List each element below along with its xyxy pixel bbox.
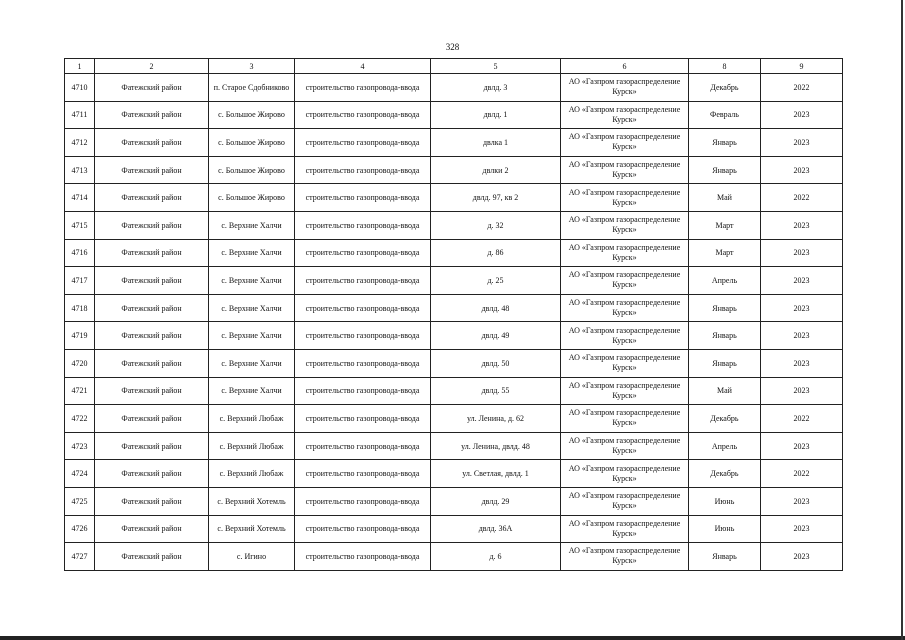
locality-cell: с. Верхний Любаж — [209, 405, 295, 433]
locality-cell: с. Верхний Хотемль — [209, 487, 295, 515]
table-row — [65, 487, 843, 515]
locality-cell: с. Верхние Халчи — [209, 322, 295, 350]
locality-cell: с. Большое Жирово — [209, 101, 295, 129]
row-number: 4726 — [65, 515, 95, 543]
locality-cell: с. Верхние Халчи — [209, 239, 295, 267]
work-type-cell: строительство газопровода-ввода — [295, 322, 431, 350]
month-cell: Январь — [689, 156, 761, 184]
district-cell: Фатежский район — [95, 156, 209, 184]
month-cell: Январь — [689, 294, 761, 322]
district-cell: Фатежский район — [95, 377, 209, 405]
column-header: 4 — [295, 59, 431, 74]
table-row — [65, 515, 843, 543]
year-cell: 2023 — [761, 322, 843, 350]
organization-cell: АО «Газпром газораспределение Курск» — [561, 211, 689, 239]
address-cell: двлд. 49 — [431, 322, 561, 350]
month-cell: Июнь — [689, 487, 761, 515]
locality-cell: с. Большое Жирово — [209, 184, 295, 212]
row-number: 4713 — [65, 156, 95, 184]
month-cell: Май — [689, 377, 761, 405]
district-cell: Фатежский район — [95, 294, 209, 322]
table-row — [65, 129, 843, 157]
month-cell: Апрель — [689, 432, 761, 460]
year-cell: 2023 — [761, 377, 843, 405]
organization-cell: АО «Газпром газораспределение Курск» — [561, 377, 689, 405]
row-number: 4720 — [65, 349, 95, 377]
work-type-cell: строительство газопровода-ввода — [295, 74, 431, 102]
row-number: 4727 — [65, 543, 95, 571]
row-number: 4722 — [65, 405, 95, 433]
table-row — [65, 543, 843, 571]
row-number: 4721 — [65, 377, 95, 405]
work-type-cell: строительство газопровода-ввода — [295, 405, 431, 433]
district-cell: Фатежский район — [95, 267, 209, 295]
month-cell: Январь — [689, 543, 761, 571]
column-header: 5 — [431, 59, 561, 74]
locality-cell: с. Верхние Халчи — [209, 294, 295, 322]
gasification-table — [64, 58, 843, 571]
district-cell: Фатежский район — [95, 239, 209, 267]
month-cell: Декабрь — [689, 405, 761, 433]
locality-cell: с. Большое Жирово — [209, 156, 295, 184]
row-number: 4710 — [65, 74, 95, 102]
year-cell: 2023 — [761, 156, 843, 184]
locality-cell: с. Верхние Халчи — [209, 267, 295, 295]
table-row — [65, 101, 843, 129]
month-cell: Март — [689, 239, 761, 267]
work-type-cell: строительство газопровода-ввода — [295, 487, 431, 515]
year-cell: 2022 — [761, 184, 843, 212]
address-cell: д. 32 — [431, 211, 561, 239]
organization-cell: АО «Газпром газораспределение Курск» — [561, 322, 689, 350]
row-number: 4723 — [65, 432, 95, 460]
organization-cell: АО «Газпром газораспределение Курск» — [561, 487, 689, 515]
table-row — [65, 322, 843, 350]
table-row — [65, 349, 843, 377]
organization-cell: АО «Газпром газораспределение Курск» — [561, 349, 689, 377]
year-cell: 2022 — [761, 405, 843, 433]
organization-cell: АО «Газпром газораспределение Курск» — [561, 156, 689, 184]
page-number: 328 — [445, 42, 460, 52]
district-cell: Фатежский район — [95, 543, 209, 571]
table-row — [65, 460, 843, 488]
month-cell: Май — [689, 184, 761, 212]
month-cell: Апрель — [689, 267, 761, 295]
year-cell: 2023 — [761, 101, 843, 129]
organization-cell: АО «Газпром газораспределение Курск» — [561, 460, 689, 488]
month-cell: Декабрь — [689, 460, 761, 488]
row-number: 4725 — [65, 487, 95, 515]
row-number: 4719 — [65, 322, 95, 350]
district-cell: Фатежский район — [95, 101, 209, 129]
work-type-cell: строительство газопровода-ввода — [295, 156, 431, 184]
work-type-cell: строительство газопровода-ввода — [295, 294, 431, 322]
locality-cell: с. Верхний Любаж — [209, 432, 295, 460]
address-cell: ул. Ленина, д. 62 — [431, 405, 561, 433]
month-cell: Январь — [689, 322, 761, 350]
organization-cell: АО «Газпром газораспределение Курск» — [561, 74, 689, 102]
locality-cell: с. Большое Жирово — [209, 129, 295, 157]
scan-edge-right — [901, 0, 903, 640]
year-cell: 2022 — [761, 460, 843, 488]
locality-cell: с. Верхние Халчи — [209, 377, 295, 405]
month-cell: Февраль — [689, 101, 761, 129]
table-row — [65, 156, 843, 184]
work-type-cell: строительство газопровода-ввода — [295, 543, 431, 571]
year-cell: 2023 — [761, 129, 843, 157]
year-cell: 2023 — [761, 543, 843, 571]
organization-cell: АО «Газпром газораспределение Курск» — [561, 405, 689, 433]
column-header: 3 — [209, 59, 295, 74]
year-cell: 2023 — [761, 239, 843, 267]
work-type-cell: строительство газопровода-ввода — [295, 211, 431, 239]
address-cell: д. 6 — [431, 543, 561, 571]
district-cell: Фатежский район — [95, 129, 209, 157]
month-cell: Январь — [689, 349, 761, 377]
table-row — [65, 294, 843, 322]
organization-cell: АО «Газпром газораспределение Курск» — [561, 101, 689, 129]
table-row — [65, 211, 843, 239]
address-cell: двлд. 1 — [431, 101, 561, 129]
year-cell: 2023 — [761, 294, 843, 322]
work-type-cell: строительство газопровода-ввода — [295, 349, 431, 377]
month-cell: Декабрь — [689, 74, 761, 102]
district-cell: Фатежский район — [95, 432, 209, 460]
table-row — [65, 377, 843, 405]
address-cell: двлка 1 — [431, 129, 561, 157]
organization-cell: АО «Газпром газораспределение Курск» — [561, 267, 689, 295]
organization-cell: АО «Газпром газораспределение Курск» — [561, 184, 689, 212]
address-cell: двлд. 36А — [431, 515, 561, 543]
scan-edge-bottom — [0, 636, 905, 640]
organization-cell: АО «Газпром газораспределение Курск» — [561, 543, 689, 571]
address-cell: ул. Светлая, двлд. 1 — [431, 460, 561, 488]
work-type-cell: строительство газопровода-ввода — [295, 515, 431, 543]
year-cell: 2023 — [761, 487, 843, 515]
month-cell: Март — [689, 211, 761, 239]
district-cell: Фатежский район — [95, 322, 209, 350]
organization-cell: АО «Газпром газораспределение Курск» — [561, 515, 689, 543]
year-cell: 2023 — [761, 267, 843, 295]
address-cell: двлд. 29 — [431, 487, 561, 515]
organization-cell: АО «Газпром газораспределение Курск» — [561, 239, 689, 267]
district-cell: Фатежский район — [95, 184, 209, 212]
organization-cell: АО «Газпром газораспределение Курск» — [561, 432, 689, 460]
row-number: 4715 — [65, 211, 95, 239]
column-header: 1 — [65, 59, 95, 74]
work-type-cell: строительство газопровода-ввода — [295, 239, 431, 267]
table-row — [65, 239, 843, 267]
address-cell: двлд. 48 — [431, 294, 561, 322]
district-cell: Фатежский район — [95, 405, 209, 433]
locality-cell: с. Верхние Халчи — [209, 349, 295, 377]
table-row — [65, 405, 843, 433]
locality-cell: с. Игино — [209, 543, 295, 571]
column-header: 6 — [561, 59, 689, 74]
column-header: 9 — [761, 59, 843, 74]
organization-cell: АО «Газпром газораспределение Курск» — [561, 129, 689, 157]
table-row — [65, 184, 843, 212]
month-cell: Январь — [689, 129, 761, 157]
year-cell: 2023 — [761, 349, 843, 377]
district-cell: Фатежский район — [95, 515, 209, 543]
row-number: 4724 — [65, 460, 95, 488]
work-type-cell: строительство газопровода-ввода — [295, 184, 431, 212]
row-number: 4712 — [65, 129, 95, 157]
locality-cell: с. Верхний Любаж — [209, 460, 295, 488]
table-row — [65, 432, 843, 460]
work-type-cell: строительство газопровода-ввода — [295, 460, 431, 488]
district-cell: Фатежский район — [95, 211, 209, 239]
locality-cell: п. Старое Сдобниково — [209, 74, 295, 102]
year-cell: 2022 — [761, 74, 843, 102]
work-type-cell: строительство газопровода-ввода — [295, 267, 431, 295]
row-number: 4718 — [65, 294, 95, 322]
locality-cell: с. Верхние Халчи — [209, 211, 295, 239]
work-type-cell: строительство газопровода-ввода — [295, 377, 431, 405]
year-cell: 2023 — [761, 211, 843, 239]
district-cell: Фатежский район — [95, 487, 209, 515]
row-number: 4711 — [65, 101, 95, 129]
month-cell: Июнь — [689, 515, 761, 543]
address-cell: д. 25 — [431, 267, 561, 295]
work-type-cell: строительство газопровода-ввода — [295, 101, 431, 129]
address-cell: двлд. 50 — [431, 349, 561, 377]
column-header: 2 — [95, 59, 209, 74]
locality-cell: с. Верхний Хотемль — [209, 515, 295, 543]
district-cell: Фатежский район — [95, 460, 209, 488]
address-cell: двлки 2 — [431, 156, 561, 184]
table-row — [65, 267, 843, 295]
column-header: 8 — [689, 59, 761, 74]
address-cell: двлд. 55 — [431, 377, 561, 405]
district-cell: Фатежский район — [95, 349, 209, 377]
address-cell: двлд. 97, кв 2 — [431, 184, 561, 212]
work-type-cell: строительство газопровода-ввода — [295, 432, 431, 460]
year-cell: 2023 — [761, 432, 843, 460]
row-number: 4716 — [65, 239, 95, 267]
address-cell: ул. Ленина, двлд. 48 — [431, 432, 561, 460]
row-number: 4717 — [65, 267, 95, 295]
district-cell: Фатежский район — [95, 74, 209, 102]
header-row — [65, 59, 843, 74]
address-cell: д. 86 — [431, 239, 561, 267]
row-number: 4714 — [65, 184, 95, 212]
work-type-cell: строительство газопровода-ввода — [295, 129, 431, 157]
year-cell: 2023 — [761, 515, 843, 543]
address-cell: двлд. 3 — [431, 74, 561, 102]
table-body — [65, 74, 843, 571]
table-row — [65, 74, 843, 102]
organization-cell: АО «Газпром газораспределение Курск» — [561, 294, 689, 322]
